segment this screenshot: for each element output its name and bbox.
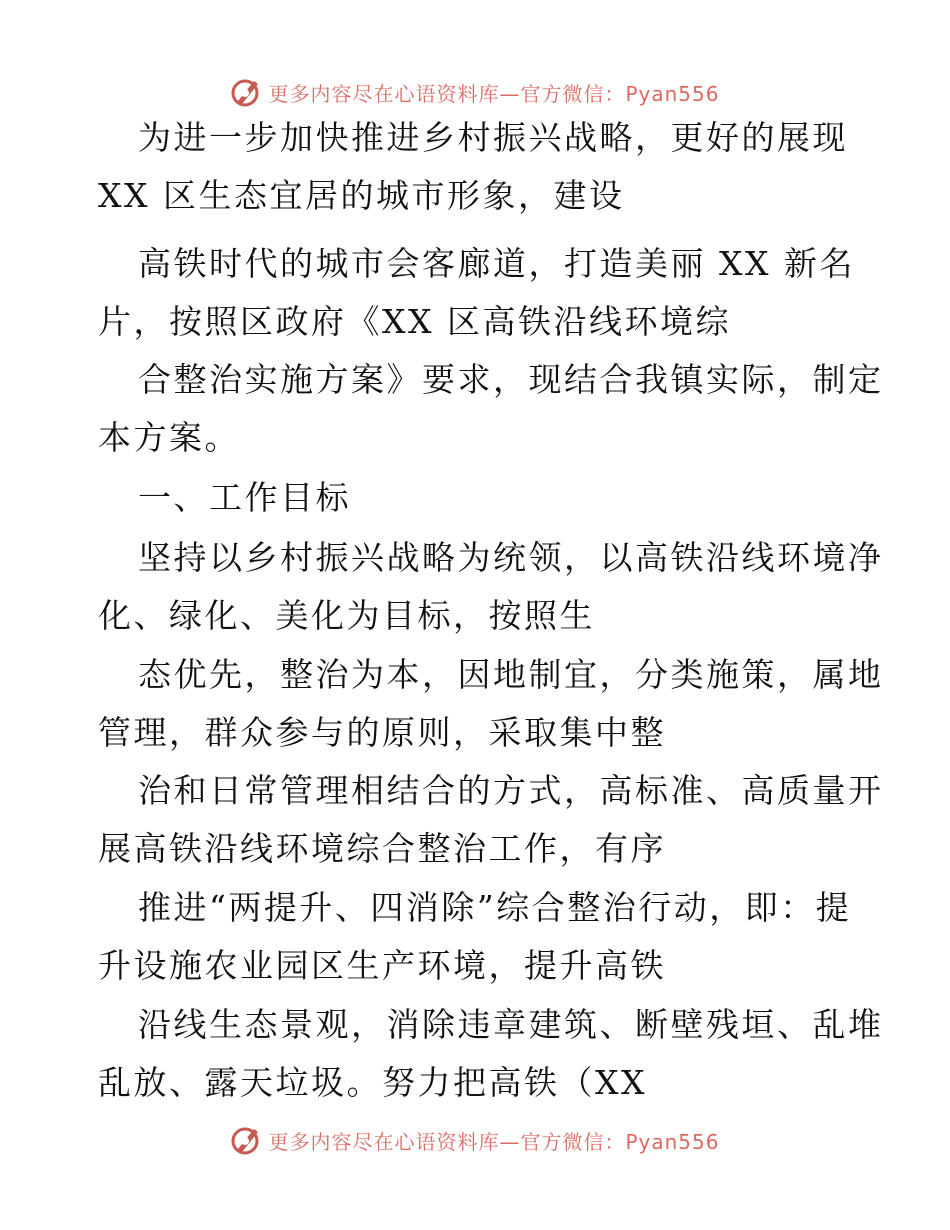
paragraph-line: 治和日常管理相结合的方式，高标准、高质量开: [138, 771, 884, 810]
pen-logo-icon: [230, 1123, 264, 1157]
paragraph-line: 管理，群众参与的原则，采取集中整: [98, 713, 666, 752]
footer-watermark: [0, 1120, 950, 1160]
paragraph-line: 态优先，整治为本，因地制宜，分类施策，属地: [138, 655, 884, 694]
header-watermark-inner: [230, 75, 719, 109]
paragraph-line: 片，按照区政府《XX 区高铁沿线环境综: [98, 302, 731, 341]
paragraph-line: 坚持以乡村振兴战略为统领，以高铁沿线环境净: [138, 538, 884, 577]
footer-watermark-text: 更多内容尽在心语资料库—官方微信：Pyan556: [268, 1129, 720, 1154]
pen-logo-icon: [230, 75, 264, 109]
section-heading: 一、工作目标: [138, 478, 351, 517]
footer-watermark-inner: [230, 1123, 719, 1157]
paragraph-line: 合整治实施方案》要求，现结合我镇实际，制定: [138, 360, 884, 399]
header-watermark: [0, 72, 950, 112]
paragraph-line: 为进一步加快推进乡村振兴战略，更好的展现: [138, 118, 848, 157]
paragraph-line: 推进“两提升、四消除”综合整治行动，即：提: [138, 888, 852, 927]
paragraph-line: 沿线生态景观，消除违章建筑、断壁残垣、乱堆: [138, 1005, 884, 1044]
paragraph-line: 乱放、露天垃圾。努力把高铁（XX: [98, 1063, 647, 1102]
paragraph-line: 展高铁沿线环境综合整治工作，有序: [98, 829, 666, 868]
paragraph-line: 升设施农业园区生产环境，提升高铁: [98, 946, 666, 985]
paragraph-line: 高铁时代的城市会客廊道，打造美丽 XX 新名: [138, 244, 855, 283]
paragraph-line: 本方案。: [98, 418, 240, 457]
paragraph-line: 化、绿化、美化为目标，按照生: [98, 596, 595, 635]
paragraph-line: XX 区生态宜居的城市形象，建设: [98, 176, 625, 215]
header-watermark-text: 更多内容尽在心语资料库—官方微信：Pyan556: [268, 81, 720, 106]
